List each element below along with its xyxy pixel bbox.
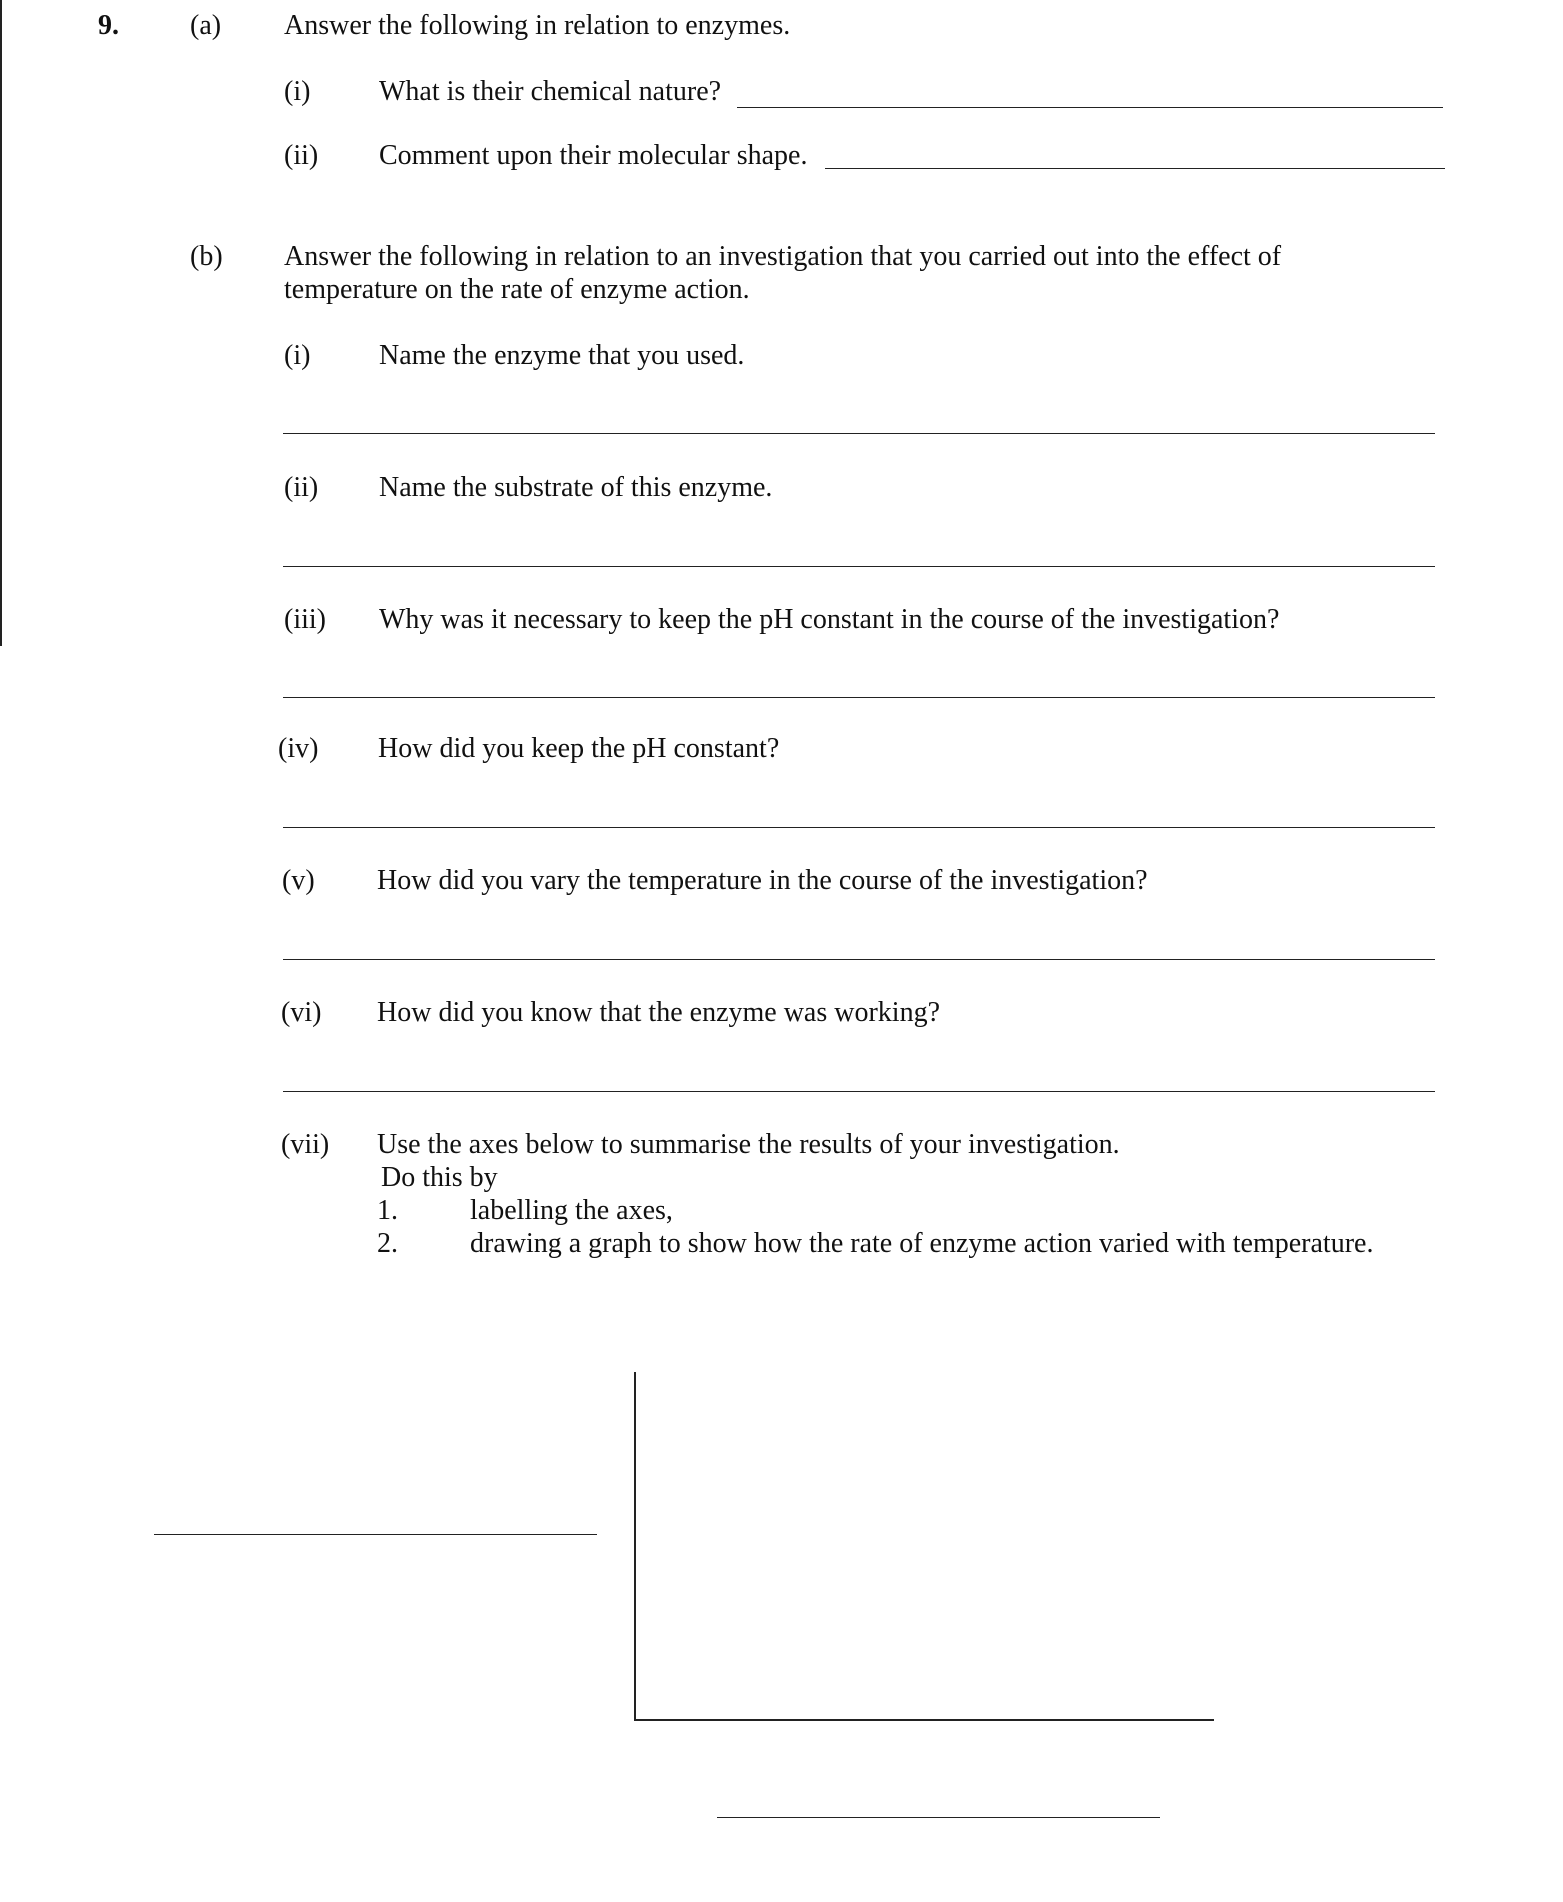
- part-b-iii-text: Why was it necessary to keep the pH constant in the course of the investigation?: [379, 604, 1280, 635]
- answer-line-b-i[interactable]: [283, 433, 1435, 434]
- answer-line-a-ii[interactable]: [825, 168, 1445, 169]
- part-b-iv-num: (iv): [278, 733, 319, 764]
- part-b-iii-num: (iii): [284, 604, 326, 635]
- page-margin-line: [0, 0, 2, 646]
- part-b-v-num: (v): [282, 865, 315, 896]
- part-b-vii-line2: Do this by: [381, 1162, 498, 1193]
- part-b-vi-num: (vi): [281, 997, 322, 1028]
- part-a-i-num: (i): [284, 76, 311, 107]
- part-b-vii-num: (vii): [281, 1129, 330, 1160]
- x-axis-label-line[interactable]: [717, 1817, 1160, 1818]
- part-b-i-num: (i): [284, 340, 311, 371]
- step-2-text: drawing a graph to show how the rate of enzyme action varied with temperature.: [470, 1228, 1374, 1259]
- part-b-intro-line2: temperature on the rate of enzyme action.: [284, 274, 750, 305]
- answer-line-b-ii[interactable]: [283, 566, 1435, 567]
- part-b-ii-text: Name the substrate of this enzyme.: [379, 472, 773, 503]
- y-axis: [634, 1372, 636, 1720]
- part-b-vi-text: How did you know that the enzyme was working?: [377, 997, 940, 1028]
- answer-line-b-iv[interactable]: [283, 827, 1435, 828]
- part-a-ii-text: Comment upon their molecular shape.: [379, 140, 808, 171]
- x-axis: [634, 1719, 1214, 1721]
- step-1-text: labelling the axes,: [470, 1195, 673, 1226]
- answer-line-b-v[interactable]: [283, 959, 1435, 960]
- answer-line-a-i[interactable]: [737, 107, 1443, 108]
- y-axis-label-line[interactable]: [154, 1534, 597, 1535]
- part-b-v-text: How did you vary the temperature in the course of the investigation?: [377, 865, 1148, 896]
- answer-line-b-iii[interactable]: [283, 697, 1435, 698]
- part-b-vii-line1: Use the axes below to summarise the results of your investigation.: [377, 1129, 1120, 1160]
- part-b-label: (b): [190, 241, 223, 272]
- question-number: 9.: [98, 10, 119, 41]
- part-a-ii-num: (ii): [284, 140, 319, 171]
- part-b-i-text: Name the enzyme that you used.: [379, 340, 745, 371]
- part-a-label: (a): [190, 10, 222, 41]
- part-b-ii-num: (ii): [284, 472, 319, 503]
- answer-line-b-vi[interactable]: [283, 1091, 1435, 1092]
- part-b-iv-text: How did you keep the pH constant?: [378, 733, 780, 764]
- part-a-i-text: What is their chemical nature?: [379, 76, 722, 107]
- part-b-intro-line1: Answer the following in relation to an investigation that you carried out into the effect of: [284, 241, 1282, 272]
- step-2-num: 2.: [377, 1228, 398, 1259]
- step-1-num: 1.: [377, 1195, 398, 1226]
- part-a-intro: Answer the following in relation to enzymes.: [284, 10, 791, 41]
